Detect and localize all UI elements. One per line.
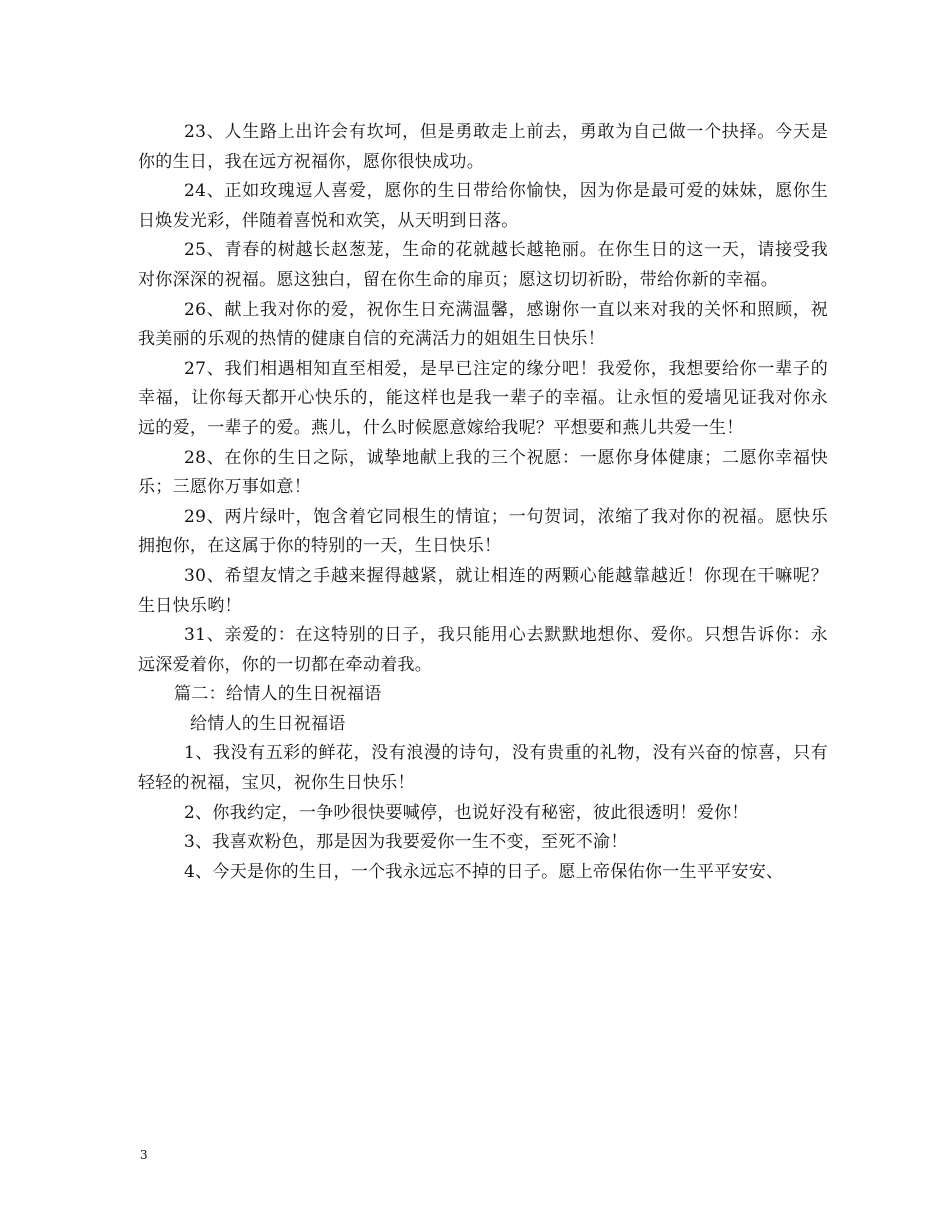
paragraph-26: 26、献上我对你的爱，祝你生日充满温馨，感谢你一直以来对我的关怀和照顾，祝我美丽的乐观的热情的健康自信的充满活力的姐姐生日快乐！ bbox=[138, 299, 828, 350]
page-body bbox=[138, 118, 828, 887]
section-paragraph-1: 1、我没有五彩的鲜花，没有浪漫的诗句，没有贵重的礼物，没有兴奋的惊喜，只有轻轻的祝福，宝贝，祝你生日快乐！ bbox=[138, 743, 828, 794]
section-paragraph-4: 4、今天是你的生日，一个我永远忘不掉的日子。愿上帝保佑你一生平平安安、 bbox=[184, 861, 784, 882]
section-paragraph-2: 2、你我约定，一争吵很快要喊停，也说好没有秘密，彼此很透明！爱你！ bbox=[184, 802, 749, 823]
paragraph-29: 29、两片绿叶，饱含着它同根生的情谊；一句贺词，浓缩了我对你的祝福。愿快乐拥抱你，在这属于你的特别的一天，生日快乐！ bbox=[138, 506, 828, 557]
paragraph-24: 24、正如玫瑰逗人喜爱，愿你的生日带给你愉快，因为你是最可爱的妹妹，愿你生日焕发光彩，伴随着喜悦和欢笑，从天明到日落。 bbox=[138, 181, 828, 231]
paragraph-31: 31、亲爱的：在这特别的日子，我只能用心去默默地想你、爱你。只想告诉你：永远深爱着你，你的一切都在牵动着我。 bbox=[138, 625, 828, 675]
section-heading: 篇二：给情人的生日祝福语 bbox=[174, 684, 382, 705]
paragraph-28: 28、在你的生日之际，诚挚地献上我的三个祝愿：一愿你身体健康；二愿你幸福快乐；三愿你万事如意！ bbox=[138, 447, 828, 498]
paragraph-23: 23、人生路上出许会有坎坷，但是勇敢走上前去，勇敢为自己做一个抉择。今天是你的生日，我在远方祝福你，愿你很快成功。 bbox=[138, 122, 828, 172]
section-paragraph-3: 3、我喜欢粉色，那是因为我要爱你一生不变，至死不渝！ bbox=[184, 832, 628, 853]
paragraph-27: 27、我们相遇相知直至相爱，是早已注定的缘分吧！我爱你，我想要给你一辈子的幸福，让你每天都开心快乐的，能这样也是我一辈子的幸福。让永恒的爱墙见证我对你永远的爱，一辈子的爱。燕儿，什么时候愿意嫁给我呢？平想要和燕儿共爱一生！ bbox=[138, 358, 828, 438]
section-subheading: 给情人的生日祝福语 bbox=[190, 713, 346, 734]
paragraph-30: 30、希望友情之手越来握得越紧，就让相连的两颗心能越靠越近！你现在干嘛呢？生日快乐哟！ bbox=[138, 565, 828, 616]
paragraph-25: 25、青春的树越长赵葱茏，生命的花就越长越艳丽。在你生日的这一天，请接受我对你深深的祝福。愿这独白，留在你生命的扉页；愿这切切祈盼，带给你新的幸福。 bbox=[138, 240, 828, 290]
page-number: 3 bbox=[140, 1148, 148, 1162]
